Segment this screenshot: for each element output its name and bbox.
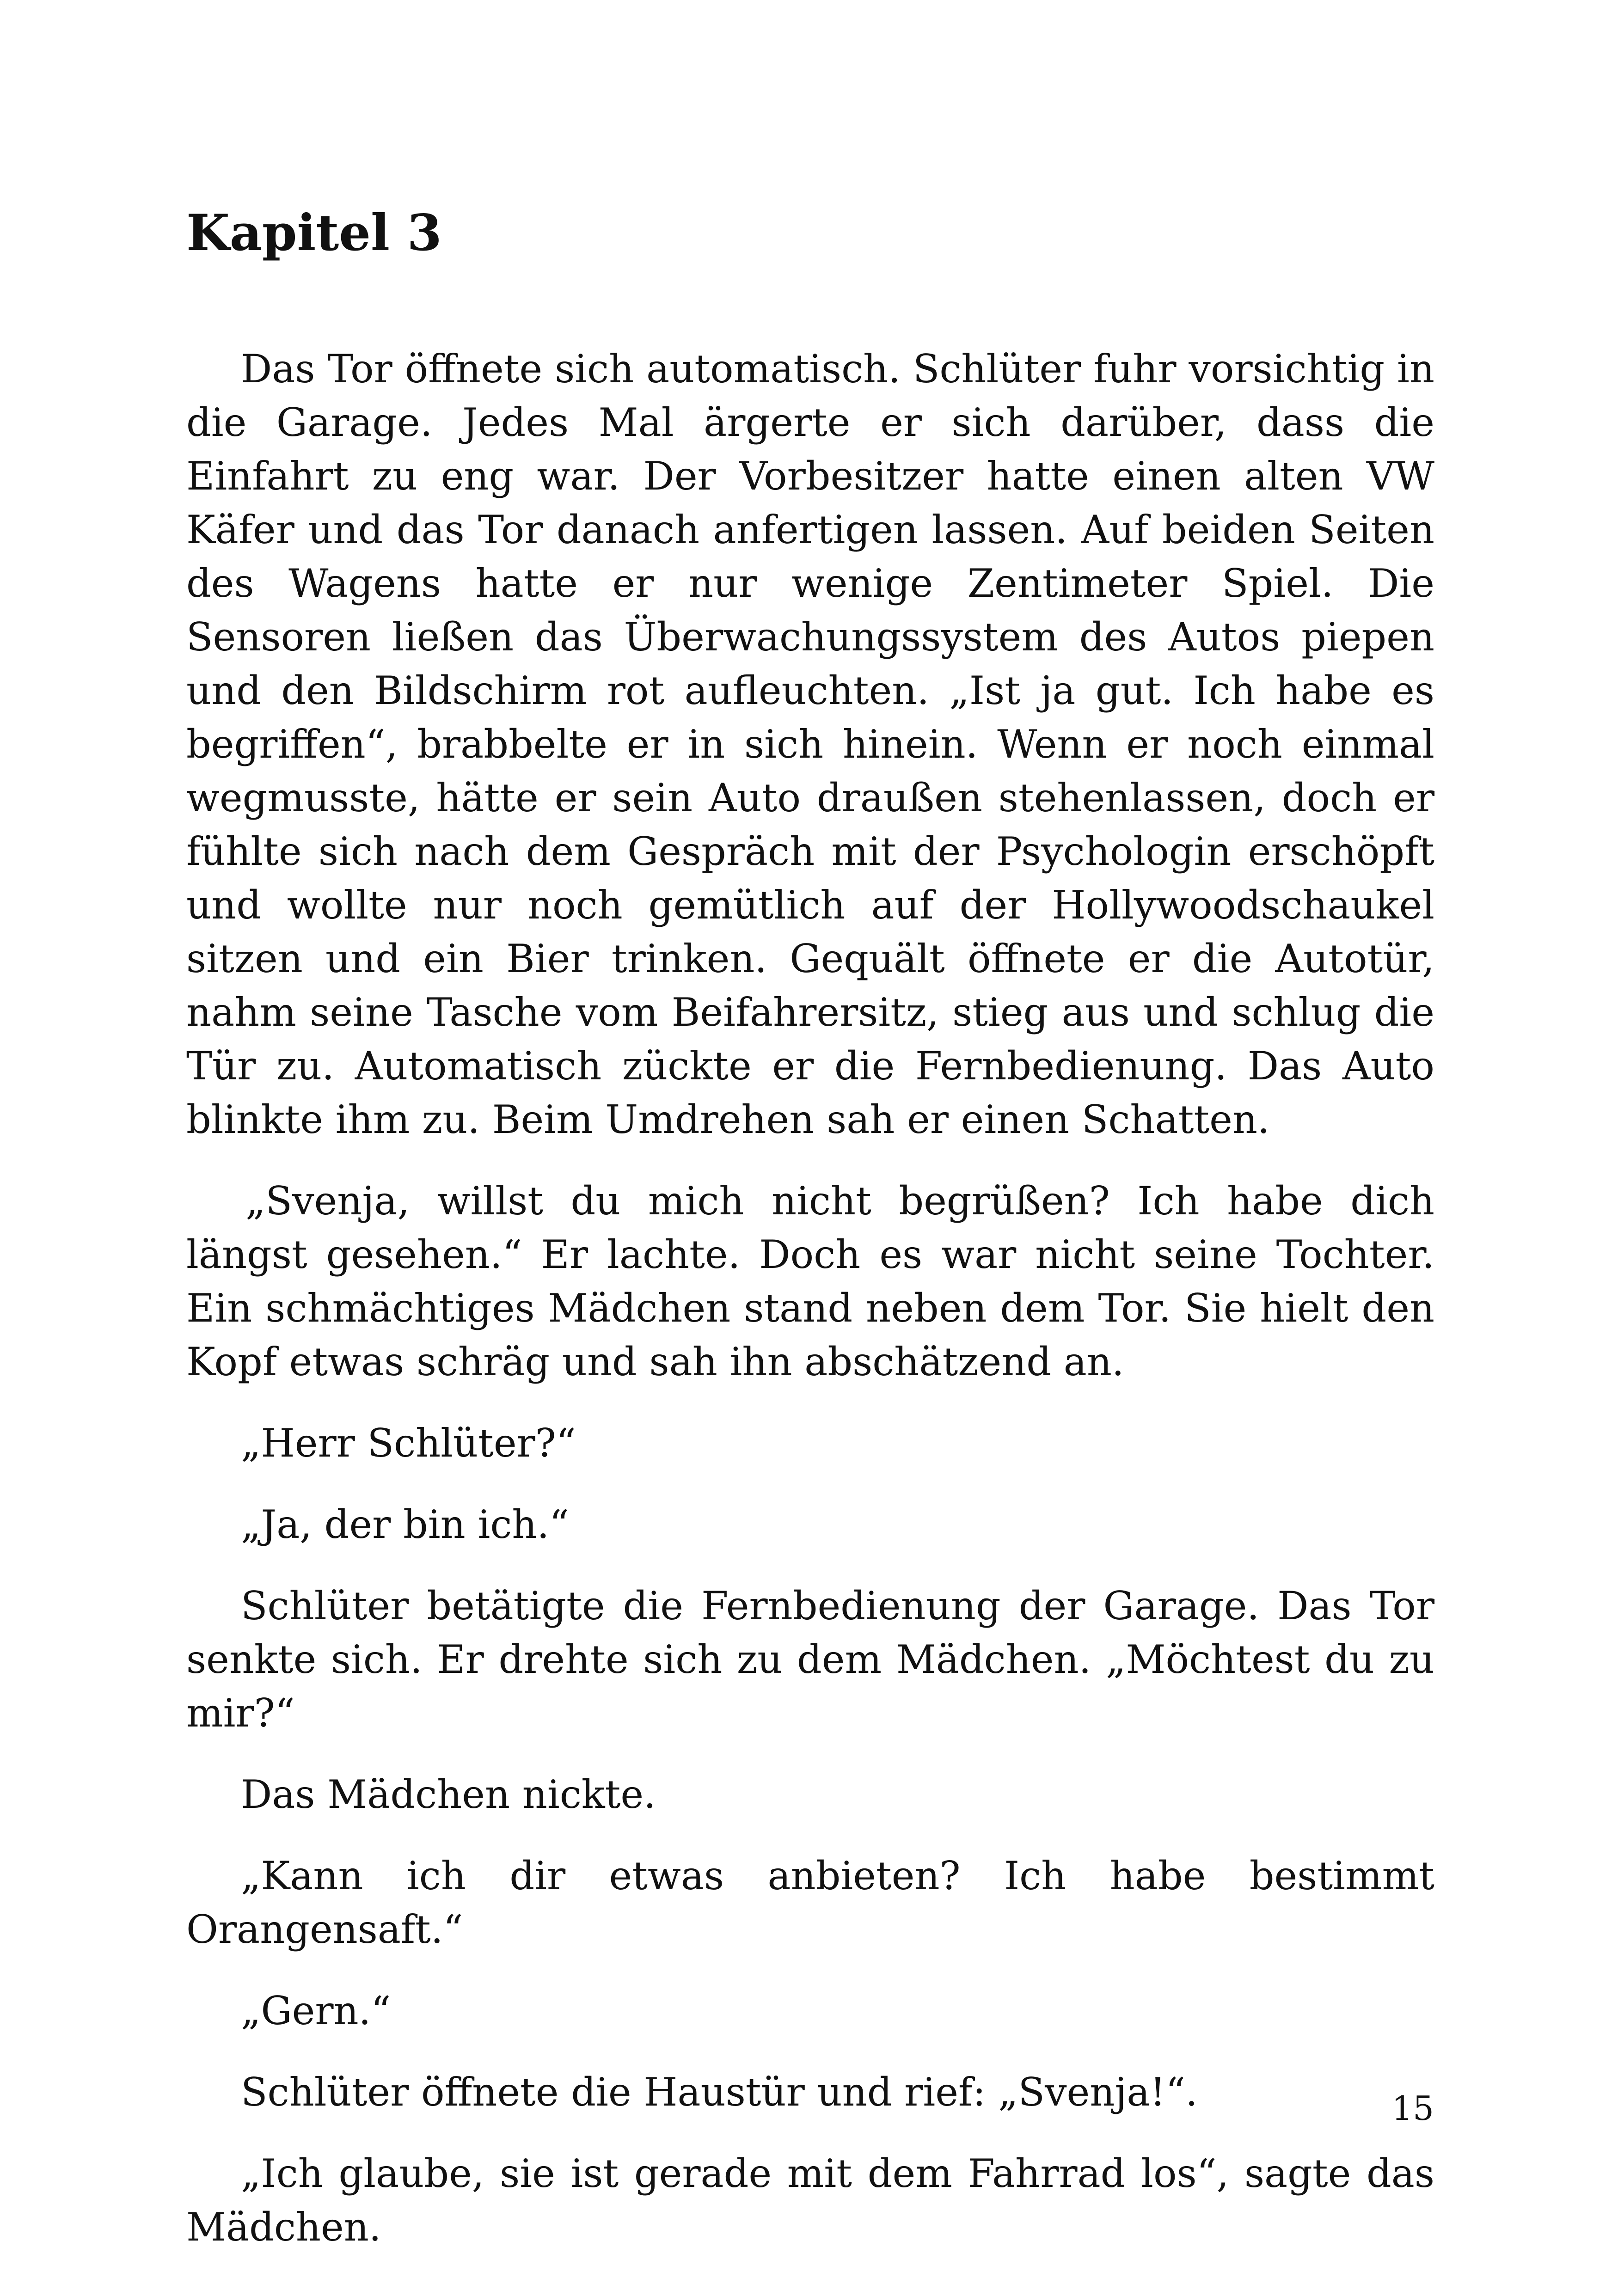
page-number: 15 [1391, 2089, 1434, 2128]
paragraph: „Ja, der bin ich.“ [241, 1502, 570, 1547]
paragraph: „Herr Schlüter?“ [241, 1420, 576, 1466]
body-text [186, 342, 1434, 2282]
paragraph: „Gern.“ [241, 1988, 391, 2033]
chapter-title: Kapitel 3 [186, 204, 442, 262]
paragraph: Das Mädchen nickte. [241, 1772, 656, 1817]
paragraph: Schlüter öffnete die Haustür und rief: „Svenja!“. [241, 2069, 1198, 2115]
paragraph: „Kann ich dir etwas anbieten? Ich habe bestimmt Orangensaft.“ [186, 1853, 1434, 1952]
paragraph: „Svenja, willst du mich nicht begrüßen? Ich habe dich längst gesehen.“ Er lachte. Doch es war nicht seine Tochter. Ein schmächtiges Mädchen stand neben dem Tor. Sie hielt den Kopf etwas schräg und sah ihn abschätzend an. [186, 1178, 1434, 1384]
paragraph: „Ich glaube, sie ist gerade mit dem Fahrrad los“, sagte das Mädchen. [186, 2151, 1434, 2250]
paragraph: Schlüter betätigte die Fernbedienung der Garage. Das Tor senkte sich. Er drehte sich zu dem Mädchen. „Möchtest du zu mir?“ [186, 1583, 1434, 1736]
paragraph: Das Tor öffnete sich automatisch. Schlüter fuhr vorsichtig in die Garage. Jedes Mal ärgerte er sich darüber, dass die Einfahrt zu eng war. Der Vorbesitzer hatte einen alten VW Käfer und das Tor danach anfertigen lassen. Auf beiden Seiten des Wagens hatte er nur wenige Zentimeter Spiel. Die Sensoren ließen das Überwachungssystem des Autos piepen und den Bildschirm rot aufleuchten. „Ist ja gut. Ich habe es begriffen“, brabbelte er in sich hinein. Wenn er noch einmal wegmusste, hätte er sein Auto draußen stehenlassen, doch er fühlte sich nach dem Gespräch mit der Psychologin erschöpft und wollte nur noch gemütlich auf der Hollywoodschaukel sitzen und ein Bier trinken. Gequält öffnete er die Autotür, nahm seine Tasche vom Beifahrersitz, stieg aus und schlug die Tür zu. Automatisch zückte er die Fernbedienung. Das Auto blinkte ihm zu. Beim Umdrehen sah er einen Schatten. [186, 346, 1434, 1142]
